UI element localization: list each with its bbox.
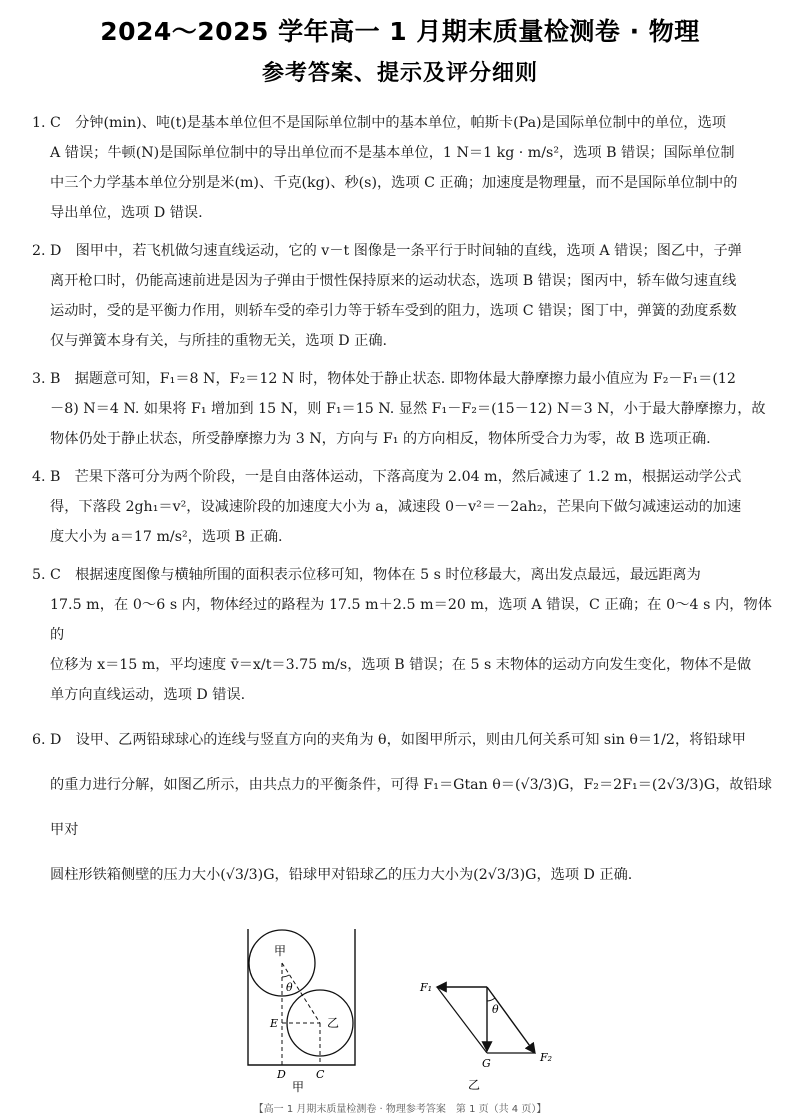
angle-arc (282, 975, 289, 977)
angle-arc-b (487, 998, 495, 1001)
angle-label: θ (286, 981, 293, 994)
figure-a-caption: 甲 (292, 1080, 305, 1094)
answer-item-3 (32, 364, 772, 454)
parallelogram-edge-1 (437, 987, 487, 1053)
answer-line: 圆柱形铁箱侧壁的压力大小(√3/3)G，铅球甲对铅球乙的压力大小为(2√3/3)G，选项 D 正确. (50, 867, 633, 883)
answer-line: 得，下落段 2gh₁＝v²，设减速阶段的加速度大小为 a，减速段 0－v²＝－2ah₂，芒果向下做匀减速运动的加速 (50, 499, 742, 515)
answer-line: 17.5 m，在 0～6 s 内，物体经过的路程为 17.5 m＋2.5 m＝20 m，选项 A 错误，C 正确；在 0～4 s 内，物体的 (50, 597, 772, 643)
answer-line: 位移为 x＝15 m，平均速度 v̄＝x/t＝3.75 m/s，选项 B 错误；在 5 s 末物体的运动方向发生变化，物体不是做 (50, 657, 752, 673)
answer-line: 的重力进行分解，如图乙所示，由共点力的平衡条件，可得 F₁＝Gtan θ＝(√3/3)G，F₂＝2F₁＝(2√3/3)G，故铅球甲对 (50, 777, 772, 838)
answer-line: 6. D 设甲、乙两铅球球心的连线与竖直方向的夹角为 θ，如图甲所示，则由几何关系可知 sin θ＝1/2，将铅球甲 (32, 732, 746, 748)
f1-label: F₁ (420, 981, 433, 994)
page-footer: 【高一 1 月期末质量检测卷 · 物理参考答案 第 1 页（共 4 页）】 (253, 1104, 547, 1115)
answer-body (32, 108, 772, 906)
g-label: G (482, 1057, 491, 1070)
figure-b-caption: 乙 (468, 1078, 481, 1092)
answer-line: 离开枪口时，仍能高速前进是因为子弹由于惯性保持原来的运动状态，选项 B 错误；图丙中，轿车做匀速直线 (50, 273, 737, 289)
answer-item-2 (32, 236, 772, 356)
figures (230, 925, 590, 1095)
answer-line: 仅与弹簧本身有关，与所挂的重物无关，选项 D 正确. (50, 333, 388, 349)
answer-line: 中三个力学基本单位分别是米(m)、千克(kg)、秒(s)，选项 C 正确；加速度是物理量，而不是国际单位制中的 (50, 175, 738, 191)
answer-line: 运动时，受的是平衡力作用，则轿车受的牵引力等于轿车受到的阻力，选项 C 错误；图丁中，弹簧的劲度系数 (50, 303, 737, 319)
answer-line: 5. C 根据速度图像与横轴所围的面积表示位移可知，物体在 5 s 时位移最大，离出发点最远，最远距离为 (32, 567, 701, 583)
point-d-label: D (277, 1068, 286, 1081)
answer-item-5 (32, 560, 772, 710)
answer-line: 物体仍处于静止状态，所受静摩擦力为 3 N，方向与 F₁ 的方向相反，物体所受合力为零，故 B 选项正确. (50, 431, 711, 447)
answer-line: 3. B 据题意可知，F₁＝8 N，F₂＝12 N 时，物体处于静止状态. 即物体最大静摩擦力最小值应为 F₂－F₁＝(12 (32, 371, 736, 387)
answer-line: 导出单位，选项 D 错误. (50, 205, 203, 221)
f2-vector (487, 987, 535, 1053)
figure-b (419, 981, 552, 1092)
figure-a (248, 929, 355, 1094)
box-outline (248, 929, 355, 1065)
figure-svg (230, 925, 590, 1095)
answer-line: 1. C 分钟(min)、吨(t)是基本单位但不是国际单位制中的基本单位，帕斯卡(Pa)是国际单位制中的单位，选项 (32, 115, 726, 131)
answer-line: 单方向直线运动，选项 D 错误. (50, 687, 246, 703)
answer-line: 2. D 图甲中，若飞机做匀速直线运动，它的 v－t 图像是一条平行于时间轴的直线，选项 A 错误；图乙中，子弹 (32, 243, 742, 259)
answer-item-6 (32, 718, 772, 898)
answer-item-1 (32, 108, 772, 228)
angle-label-b: θ (492, 1003, 499, 1016)
point-c-label: C (316, 1068, 325, 1081)
page-title: 2024～2025 学年高一 1 月期末质量检测卷 · 物理 (100, 17, 700, 46)
answer-line: 度大小为 a＝17 m/s²，选项 B 正确. (50, 529, 283, 545)
answer-line: －8) N＝4 N. 如果将 F₁ 增加到 15 N，则 F₁＝15 N. 显然 F₁－F₂＝(15－12) N＝3 N，小于最大静摩擦力，故 (50, 401, 766, 417)
answer-item-4 (32, 462, 772, 552)
ball-a-label: 甲 (274, 944, 287, 958)
f2-label: F₂ (540, 1051, 553, 1064)
page-subtitle: 参考答案、提示及评分细则 (261, 61, 538, 86)
point-e-label: E (270, 1017, 279, 1030)
answer-line: 4. B 芒果下落可分为两个阶段，一是自由落体运动，下落高度为 2.04 m，然后减速了 1.2 m，根据运动学公式 (32, 469, 742, 485)
ball-b-label: 乙 (327, 1016, 340, 1030)
answer-line: A 错误；牛顿(N)是国际单位制中的导出单位而不是基本单位，1 N＝1 kg · m/s²，选项 B 错误；国际单位制 (50, 145, 735, 161)
